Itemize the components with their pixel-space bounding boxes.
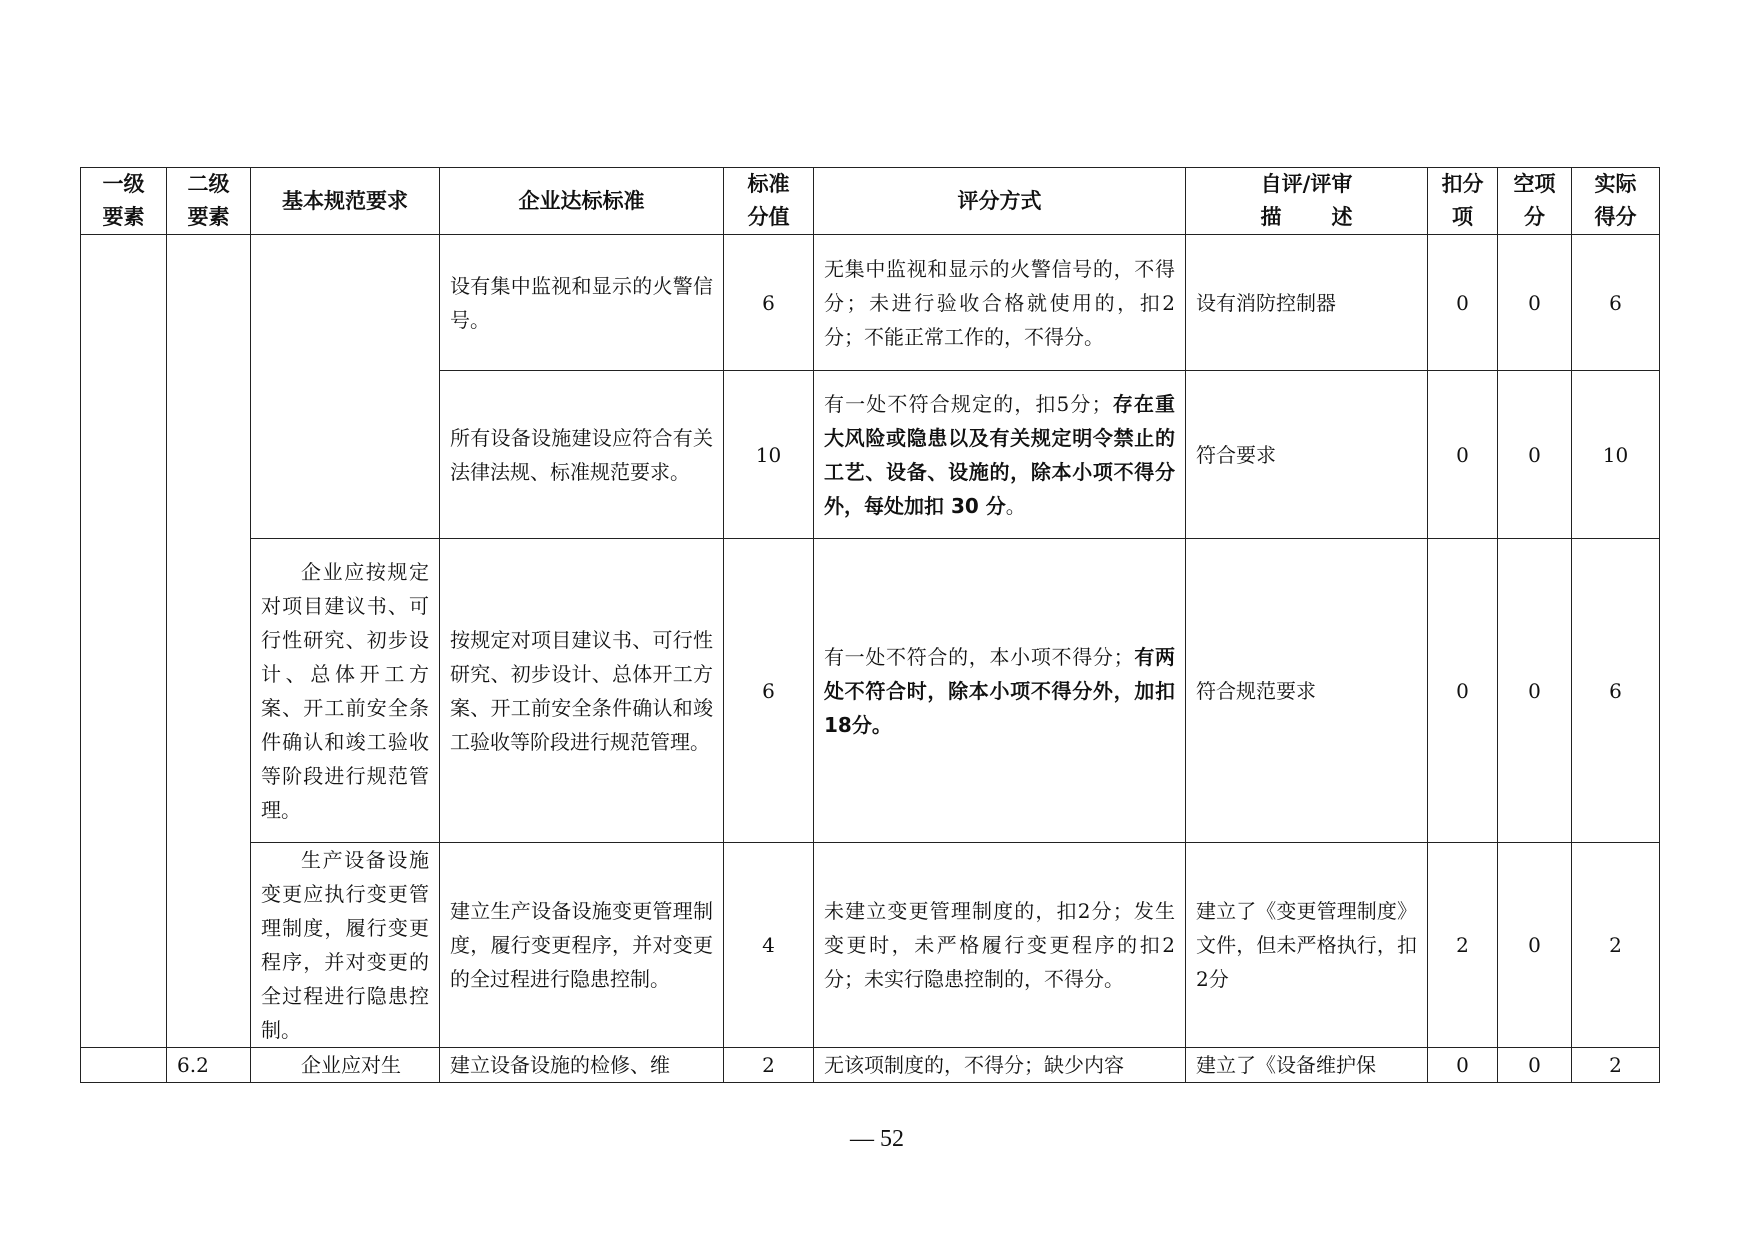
scoring-method-cell <box>814 539 1186 843</box>
self-eval-cell: 建立了《变更管理制度》文件，但未严格执行，扣2分 <box>1186 843 1428 1048</box>
scoring-method-cell <box>814 843 1186 1048</box>
actual-score-cell: 2 <box>1572 1048 1660 1083</box>
std-score-cell: 6 <box>724 235 814 371</box>
scoring-method-text: 无该项制度的，不得分；缺少内容 <box>824 1053 1124 1077</box>
actual-score-cell: 6 <box>1572 235 1660 371</box>
self-eval-cell: 设有消防控制器 <box>1186 235 1428 371</box>
std-score-cell: 6 <box>724 539 814 843</box>
empty-cell: 0 <box>1498 843 1572 1048</box>
enterprise-std-cell: 建立生产设备设施变更管理制度，履行变更程序，并对变更的全过程进行隐患控制。 <box>440 843 724 1048</box>
basic-req-cell: 企业应按规定对项目建议书、可行性研究、初步设计、总体开工方案、开工前安全条件确认和竣工验收等阶段进行规范管理。 <box>251 539 440 843</box>
actual-score-cell: 6 <box>1572 539 1660 843</box>
header-std-score: 标准 分值 <box>724 168 814 235</box>
std-score-cell: 2 <box>724 1048 814 1083</box>
header-level2: 二级 要素 <box>167 168 251 235</box>
basic-req-cell: 生产设备设施变更应执行变更管理制度，履行变更程序，并对变更的全过程进行隐患控制。 <box>251 843 440 1048</box>
scoring-method-cell <box>814 371 1186 539</box>
header-deduct: 扣分 项 <box>1428 168 1498 235</box>
table-header-row <box>81 168 1660 235</box>
deduct-cell: 0 <box>1428 1048 1498 1083</box>
enterprise-std-cell: 设有集中监视和显示的火警信号。 <box>440 235 724 371</box>
header-self-eval: 自评/评审 描 述 <box>1186 168 1428 235</box>
page-number: — 52 <box>850 1126 904 1152</box>
self-eval-cell: 建立了《设备维护保 <box>1186 1048 1428 1083</box>
enterprise-std-cell: 按规定对项目建议书、可行性研究、初步设计、总体开工方案、开工前安全条件确认和竣工验收等阶段进行规范管理。 <box>440 539 724 843</box>
header-basic-req: 基本规范要求 <box>251 168 440 235</box>
level1-cell <box>81 1048 167 1083</box>
scoring-method-text: 无集中监视和显示的火警信号的，不得分；未进行验收合格就使用的，扣2分；不能正常工作的，不得分。 <box>824 256 1175 349</box>
actual-score-cell: 2 <box>1572 843 1660 1048</box>
scoring-method-bold-text: 存在重大风险或隐患以及有关规定明令禁止的工艺、设备、设施的，除本小项不得分外，每处加扣 30 分 <box>824 391 1176 518</box>
table-row <box>81 1048 1660 1083</box>
table-row <box>81 539 1660 843</box>
header-enterprise-std: 企业达标标准 <box>440 168 724 235</box>
std-score-cell: 4 <box>724 843 814 1048</box>
evaluation-table <box>80 167 1660 1083</box>
level2-cell: 6.2 <box>167 1048 251 1083</box>
deduct-cell: 0 <box>1428 371 1498 539</box>
scoring-method-text: 。 <box>1005 493 1026 518</box>
actual-score-cell: 10 <box>1572 371 1660 539</box>
deduct-cell: 2 <box>1428 843 1498 1048</box>
deduct-cell: 0 <box>1428 539 1498 843</box>
table-row <box>81 843 1660 1048</box>
empty-cell: 0 <box>1498 371 1572 539</box>
header-scoring-method: 评分方式 <box>814 168 1186 235</box>
header-empty: 空项 分 <box>1498 168 1572 235</box>
scoring-method-cell <box>814 235 1186 371</box>
table-row <box>81 235 1660 371</box>
scoring-method-text: 有一处不符合规定的，扣5分； <box>824 391 1112 416</box>
self-eval-cell: 符合要求 <box>1186 371 1428 539</box>
deduct-cell: 0 <box>1428 235 1498 371</box>
header-level1: 一级 要素 <box>81 168 167 235</box>
enterprise-std-cell: 建立设备设施的检修、维 <box>440 1048 724 1083</box>
empty-cell: 0 <box>1498 1048 1572 1083</box>
empty-cell: 0 <box>1498 539 1572 843</box>
level1-cell <box>81 235 167 1048</box>
std-score-cell: 10 <box>724 371 814 539</box>
basic-req-cell <box>251 235 440 539</box>
self-eval-cell: 符合规范要求 <box>1186 539 1428 843</box>
scoring-method-text: 未建立变更管理制度的，扣2分；发生变更时，未严格履行变更程序的扣2分；未实行隐患控制的，不得分。 <box>824 899 1175 991</box>
scoring-method-text: 有一处不符合的，本小项不得分； <box>824 644 1134 669</box>
scoring-method-bold-text: 有两处不符合时，除本小项不得分外，加扣18分。 <box>824 644 1175 737</box>
enterprise-std-cell: 所有设备设施建设应符合有关法律法规、标准规范要求。 <box>440 371 724 539</box>
level2-cell <box>167 235 251 1048</box>
scoring-method-cell <box>814 1048 1186 1083</box>
empty-cell: 0 <box>1498 235 1572 371</box>
basic-req-cell: 企业应对生 <box>251 1048 440 1083</box>
header-actual: 实际 得分 <box>1572 168 1660 235</box>
